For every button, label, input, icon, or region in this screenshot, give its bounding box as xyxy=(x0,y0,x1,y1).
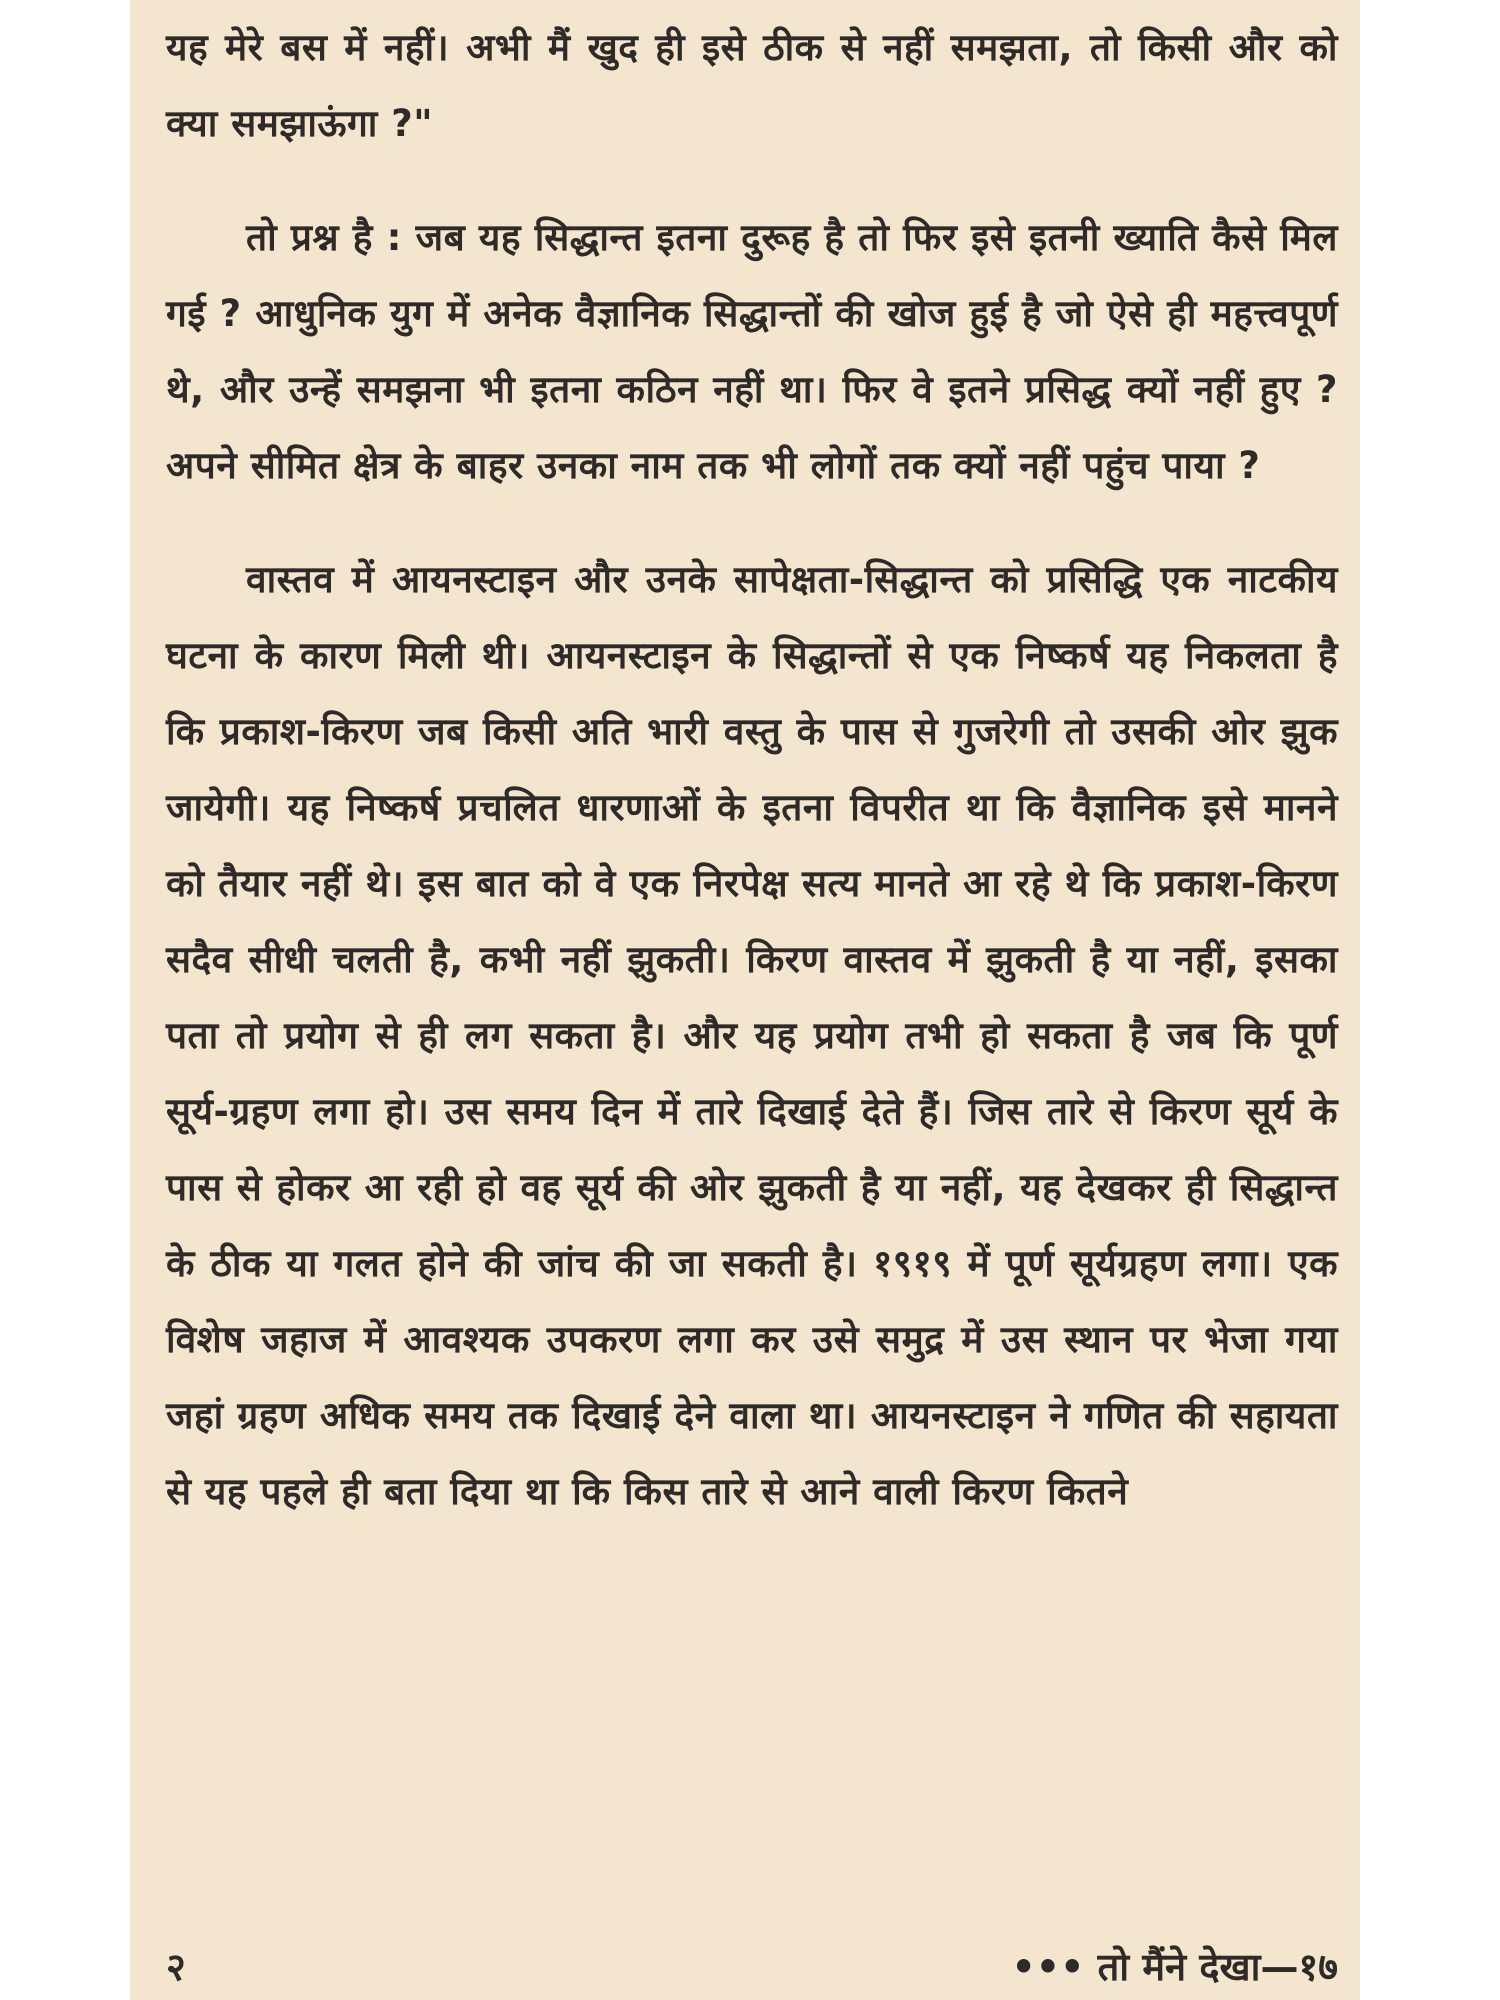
paragraph-3: वास्तव में आयनस्टाइन और उनके सापेक्षता-सिद्धान्त को प्रसिद्धि एक नाटकीय घटना के कारण मिली थी। आयनस्टाइन के सिद्धान्तों से एक निष्कर्ष यह निकलता है कि प्रकाश-किरण जब किसी अति भारी वस्तु के पास से गुजरेगी तो उसकी ओर झुक जायेगी। यह निष्कर्ष प्रचलित धारणाओं के इतना विपरीत था कि वैज्ञानिक इसे मानने को तैयार नहीं थे। इस बात को वे एक निरपेक्ष सत्य मानते आ रहे थे कि प्रकाश-किरण सदैव सीधी चलती है, कभी नहीं झुकती। किरण वास्तव में झुकती है या नहीं, इसका पता तो प्रयोग से ही लग सकता है। और यह प्रयोग तभी हो सकता है जब कि पूर्ण सूर्य-ग्रहण लगा हो। उस समय दिन में तारे दिखाई देते हैं। जिस तारे से किरण सूर्य के पास से होकर आ रही हो वह सूर्य की ओर झुकती है या नहीं, यह देखकर ही सिद्धान्त के ठीक या गलत होने की जांच की जा सकती है। १९१९ में पूर्ण सूर्यग्रहण लगा। एक विशेष जहाज में आवश्यक उपकरण लगा कर उसे समुद्र में उस स्थान पर भेजा गया जहां ग्रहण अधिक समय तक दिखाई देने वाला था। आयनस्टाइन ने गणित की सहायता से यह पहले ही बता दिया था कि किस तारे से आने वाली किरण कितने xyxy=(166,558,1338,1513)
page-number: २ xyxy=(166,1945,186,1989)
paragraph-gap xyxy=(166,504,1338,542)
paragraph-2: तो प्रश्न है : जब यह सिद्धान्त इतना दुरूह है तो फिर इसे इतनी ख्याति कैसे मिल गई ? आधुनिक युग में अनेक वैज्ञानिक सिद्धान्तों की खोज हुई है जो ऐसे ही महत्त्वपूर्ण थे, और उन्हें समझना भी इतना कठिन नहीं था। फिर वे इतने प्रसिद्ध क्यों नहीं हुए ? अपने सीमित क्षेत्र के बाहर उनका नाम तक भी लोगों तक क्यों नहीं पहुंच पाया ? xyxy=(166,216,1338,487)
book-page xyxy=(130,0,1360,2000)
running-title: ••• तो मैंने देखा—१७ xyxy=(1011,1945,1338,1989)
page-footer xyxy=(166,1940,1338,1992)
paragraph-1: यह मेरे बस में नहीं। अभी मैं खुद ही इसे ठीक से नहीं समझता, तो किसी और को क्या समझाऊंगा ?" xyxy=(166,26,1338,145)
paragraph-gap xyxy=(166,162,1338,200)
